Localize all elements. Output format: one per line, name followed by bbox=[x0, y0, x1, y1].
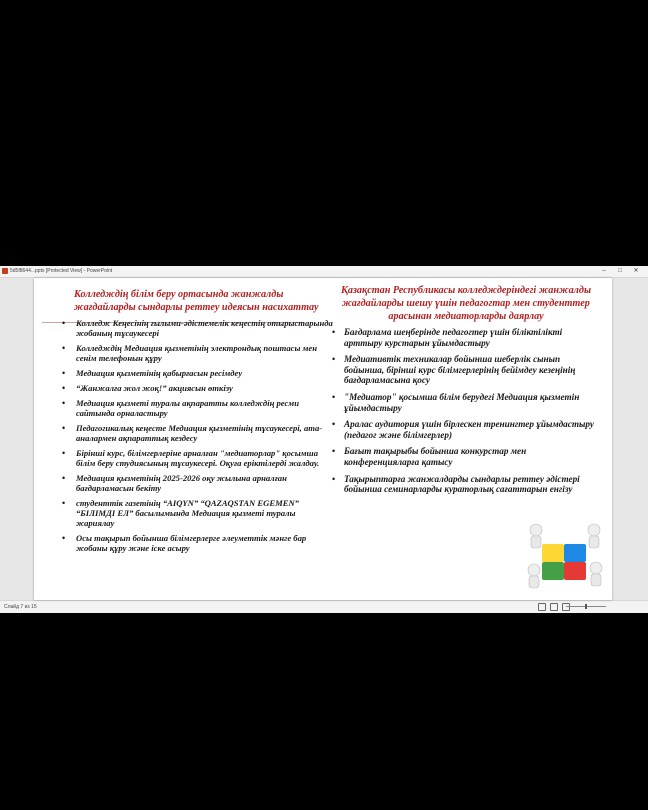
list-item bbox=[58, 398, 334, 418]
list-item bbox=[330, 446, 602, 467]
bullet-icon: • bbox=[332, 473, 336, 484]
figure-body bbox=[591, 574, 601, 586]
list-item bbox=[58, 498, 334, 528]
figure-body bbox=[529, 576, 539, 588]
bullet-icon: • bbox=[62, 383, 66, 393]
bullet-icon: • bbox=[62, 423, 66, 433]
bullet-icon: • bbox=[332, 446, 336, 457]
powerpoint-icon bbox=[2, 268, 8, 274]
list-item bbox=[330, 327, 602, 348]
list-item-text: Медиация қызметінің қабырғасын ресімдеу bbox=[76, 368, 243, 378]
status-bar bbox=[0, 600, 648, 613]
reading-view-icon[interactable] bbox=[562, 603, 570, 611]
bullet-icon: • bbox=[62, 398, 66, 408]
list-item bbox=[58, 343, 334, 363]
zoom-thumb[interactable] bbox=[585, 604, 587, 609]
bullet-icon: • bbox=[62, 343, 66, 353]
puzzle-pieces bbox=[528, 524, 602, 588]
sorter-view-icon[interactable] bbox=[550, 603, 558, 611]
title-bar bbox=[0, 266, 648, 278]
list-item bbox=[58, 368, 334, 378]
list-item-text: Колледж Кеңесінің ғылыми-әдістемелік кеңестің отырыстарында жобаның тұсаукесері bbox=[76, 318, 333, 338]
bullet-icon: • bbox=[332, 419, 336, 430]
bullet-icon: • bbox=[332, 391, 336, 402]
puzzle-piece bbox=[542, 544, 564, 562]
puzzle-piece bbox=[542, 562, 564, 580]
list-item bbox=[58, 318, 334, 338]
list-item-text: Осы тақырып бойынша білімгерлерге әлеуметтік мәнге бар жобаны құру және іске асыру bbox=[76, 533, 307, 553]
minimize-button[interactable]: – bbox=[602, 268, 606, 274]
list-item bbox=[330, 474, 602, 495]
right-column bbox=[330, 284, 602, 501]
list-item-text: Педагогикалық кеңесте Медиация қызметінің тұсаукесері, ата-аналармен ақпараттық кездесу bbox=[76, 423, 323, 443]
list-item bbox=[330, 419, 602, 440]
right-list bbox=[330, 327, 602, 495]
right-heading: Қазақстан Республикасы колледждеріндегі жанжалды жағдайларды шешу үшін педагогтар мен студенттер арасынан медиаторларды даярлау bbox=[340, 285, 592, 322]
bullet-icon: • bbox=[332, 327, 336, 337]
list-item-text: Медиативтік техникалар бойынша шеберлік сынып бойынша, бірінші курс білімгерлерінің бейімдеу кезеңінің бағдарламасына қосу bbox=[344, 354, 576, 386]
bullet-icon: • bbox=[62, 473, 66, 483]
list-item-text: студенттік газетінің “AIQYN” “QAZAQSTAN EGEMEN” “БІЛІМДІ ЕЛ” басылымында Медиация қызметі туралы жариялау bbox=[76, 498, 299, 528]
left-column bbox=[58, 288, 334, 558]
list-item bbox=[330, 354, 602, 386]
list-item-text: Аралас аудитория үшін бірлескен тренингтер ұйымдастыру (педагог және білімгерлер) bbox=[344, 419, 594, 440]
bullet-icon: • bbox=[62, 368, 66, 378]
bullet-icon: • bbox=[332, 354, 336, 365]
normal-view-icon[interactable] bbox=[538, 603, 546, 611]
list-item-text: Бірінші курс, білімгерлеріне арналған "медиаторлар" қосымша білім беру студиясының тұсаукесері. Оқуға еріктілерді жалдау. bbox=[76, 448, 320, 468]
list-item-text: "Медиатор" қосымша білім берудегі Медиация қызметін ұйымдастыру bbox=[344, 391, 580, 413]
list-item bbox=[58, 473, 334, 493]
figure-body bbox=[531, 536, 541, 548]
list-item bbox=[330, 392, 602, 413]
puzzle-figures-image bbox=[524, 516, 608, 592]
figure-head bbox=[590, 562, 602, 574]
close-button[interactable]: ✕ bbox=[633, 268, 639, 274]
bullet-icon: • bbox=[62, 318, 66, 328]
puzzle-piece bbox=[564, 544, 586, 562]
list-item bbox=[58, 448, 334, 468]
bullet-icon: • bbox=[62, 448, 66, 458]
figure-body bbox=[589, 536, 599, 548]
left-heading: Колледждің білім беру ортасында жанжалды жағдайларды сындарлы реттеу идеясын насихаттау bbox=[74, 289, 319, 313]
list-item bbox=[58, 383, 334, 393]
list-item-text: Бағыт тақырыбы бойынша конкурстар мен конференцияларға қатысу bbox=[344, 446, 527, 467]
left-list bbox=[58, 318, 334, 553]
list-item-text: Бағдарлама шеңберінде педагогтер үшін біліктілікті арттыру курстарын ұйымдастыру bbox=[344, 327, 563, 348]
list-item-text: Колледждің Медиация қызметінің электрондық поштасы мен сенім телефонын құру bbox=[76, 343, 318, 363]
window-title: 5d5f8644...pptx [Protected View] - PowerPoint bbox=[10, 268, 113, 274]
list-item bbox=[58, 423, 334, 443]
maximize-button[interactable]: □ bbox=[618, 268, 622, 274]
list-item-text: Тақырыптарға жанжалдарды сындарлы реттеу әдістері бойынша семинарларды кураторлық сағаттарын енгізу bbox=[344, 473, 580, 495]
slide-counter: Слайд 7 из 15 bbox=[4, 604, 37, 610]
figure-head bbox=[588, 524, 600, 536]
bullet-icon: • bbox=[62, 533, 66, 543]
list-item-text: Медиация қызметінің 2025-2026 оқу жылына арналған бағдарламасын бекіту bbox=[76, 473, 287, 493]
figure-head bbox=[528, 564, 540, 576]
puzzle-piece bbox=[564, 562, 586, 580]
list-item-text: Медиация қызметі туралы ақпаратты колледждің ресми сайтында орналастыру bbox=[76, 398, 299, 418]
bullet-icon: • bbox=[62, 498, 66, 508]
slide-canvas[interactable] bbox=[34, 278, 612, 600]
list-item bbox=[58, 533, 334, 553]
figure-head bbox=[530, 524, 542, 536]
list-item-text: “Жанжалға жол жоқ!” акциясын өткізу bbox=[76, 383, 233, 393]
